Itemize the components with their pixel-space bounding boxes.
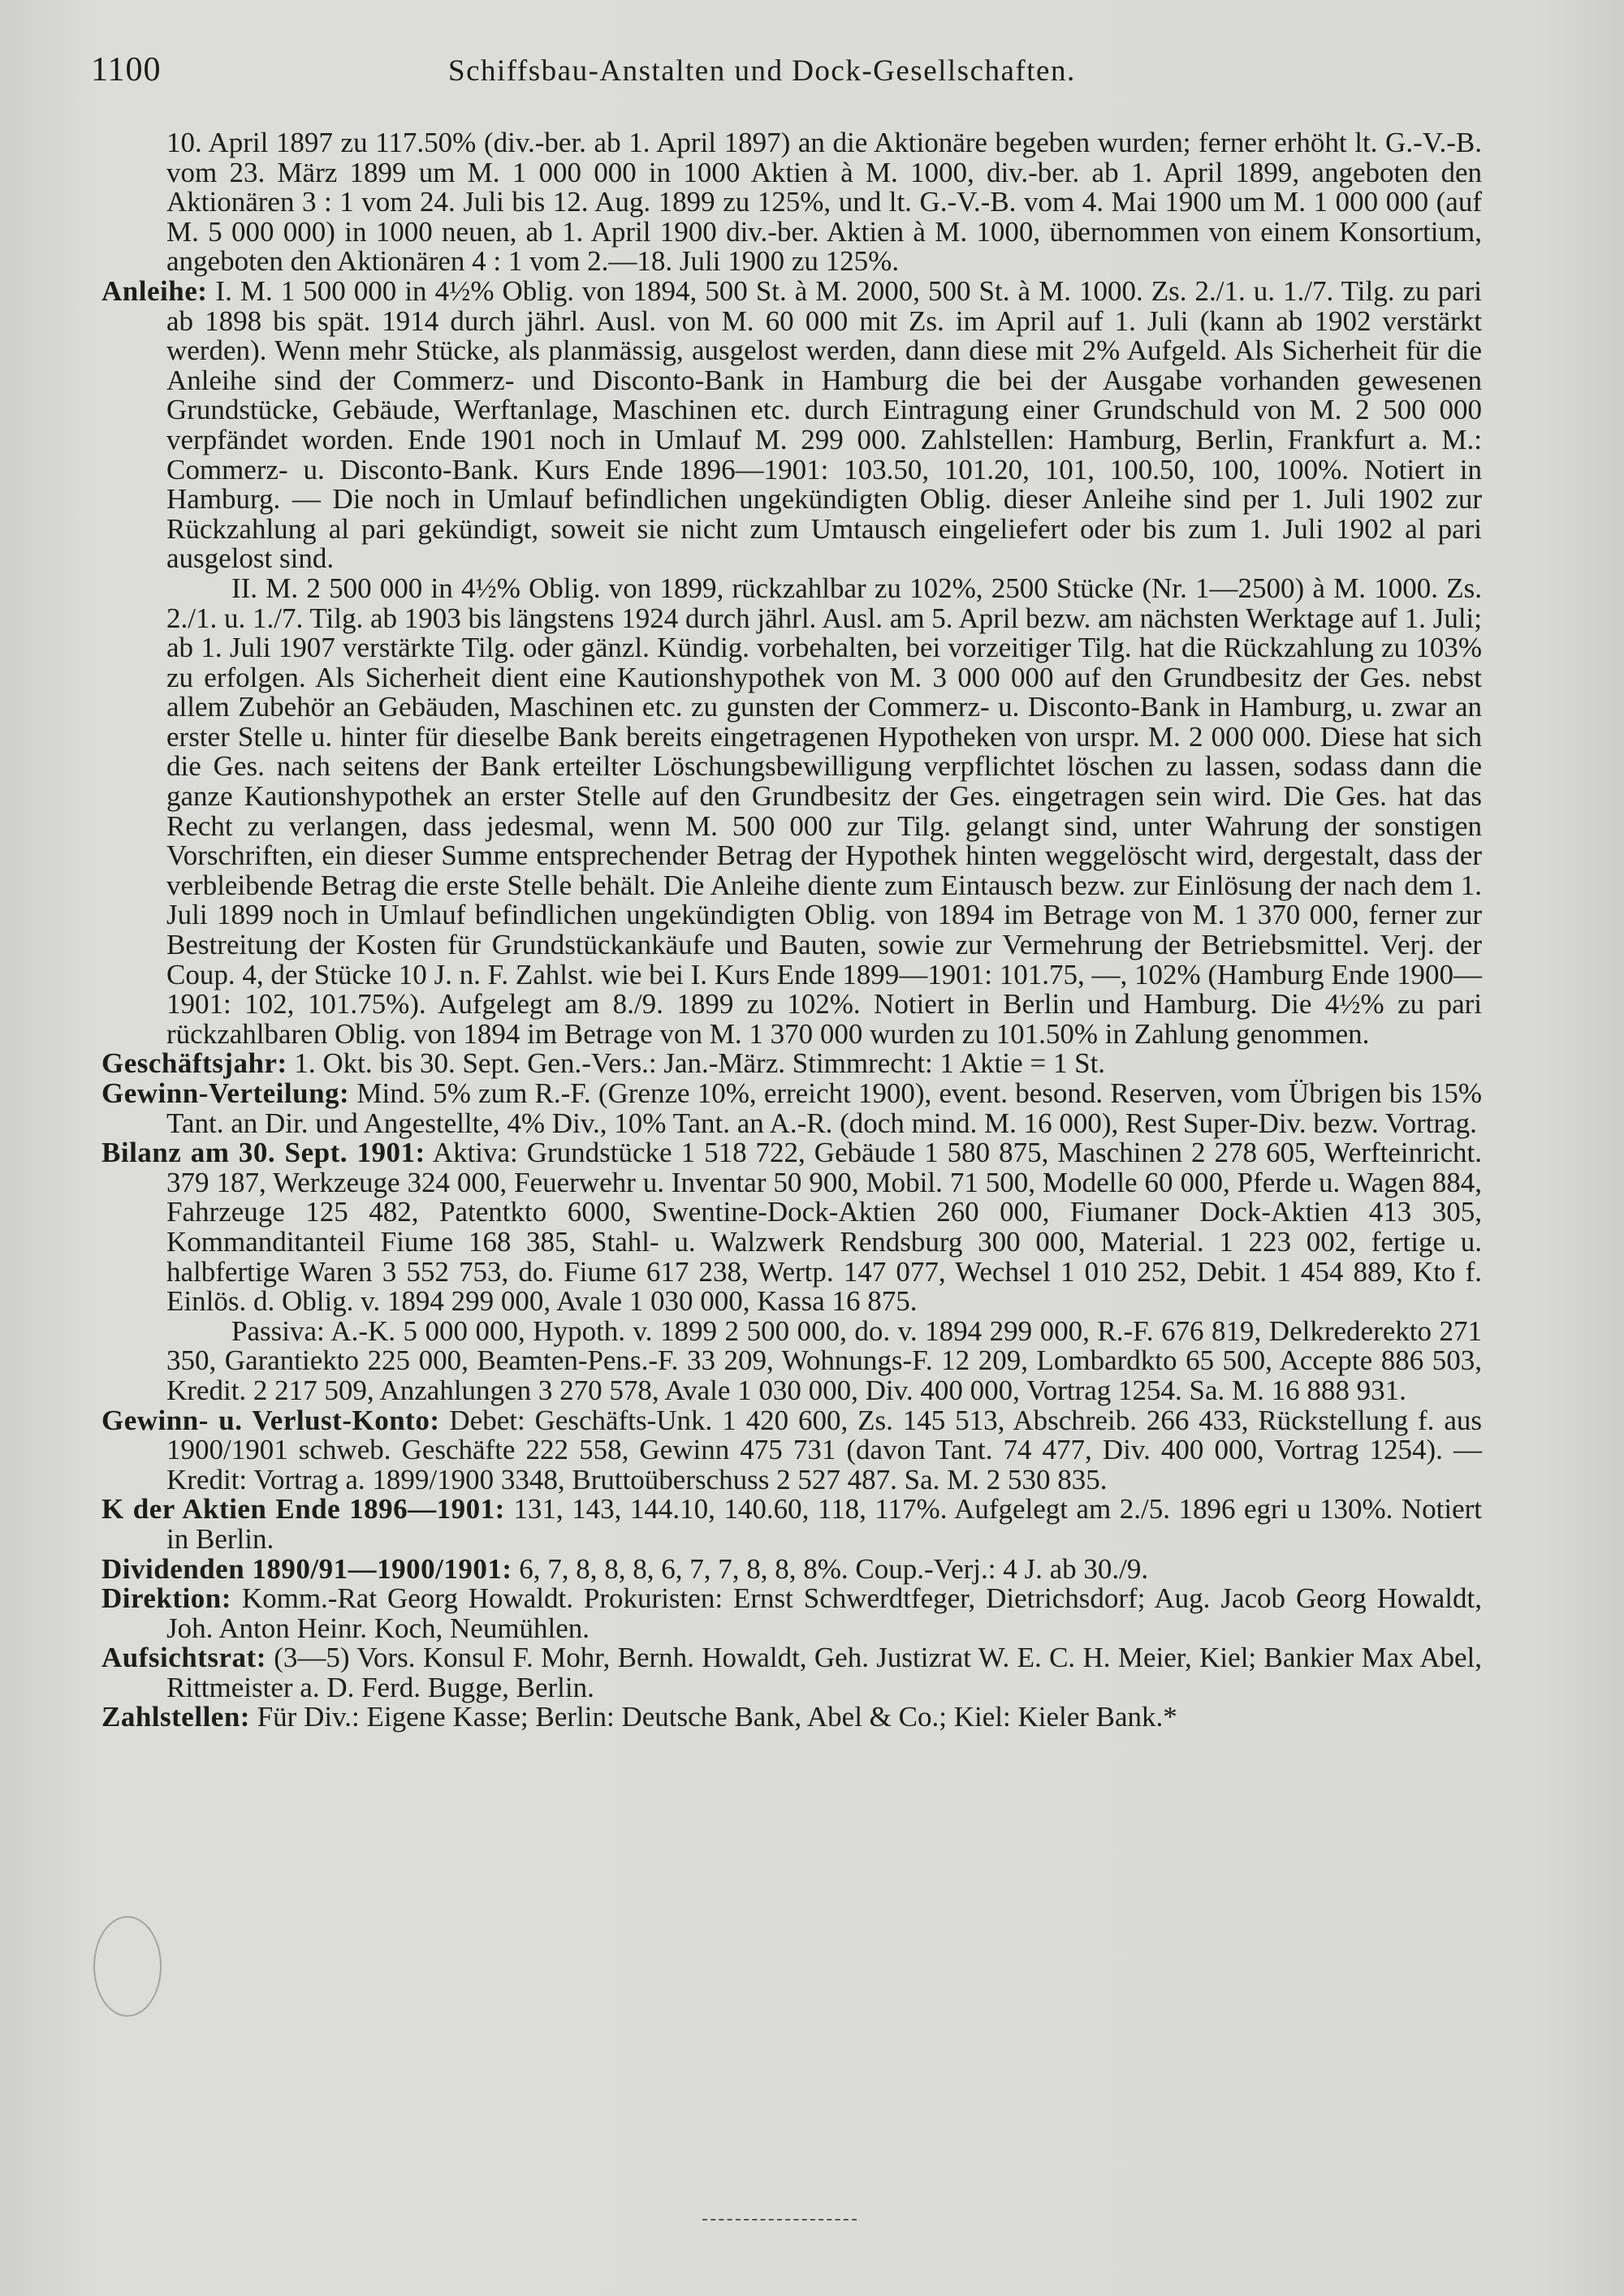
section-label: Aufsichtsrat: <box>102 1642 266 1674</box>
footer-rule <box>702 2219 857 2220</box>
section-label: Bilanz am 30. Sept. 1901: <box>102 1137 425 1169</box>
paragraph-direktion <box>102 1584 1482 1643</box>
paragraph-bilanz-aktiva <box>102 1138 1482 1317</box>
paragraph-zahlstellen <box>102 1703 1482 1733</box>
paragraph-text: Passiva: A.-K. 5 000 000, Hypoth. v. 1899 2 500 000, do. v. 1894 299 000, R.-F. 676 819, Delkrederekto 271 350, Garantiekto 225 000, Beamten-Pens.-F. 33 209, Wohnungs-F. 12 209, Lombardkto 65 500, Accepte 886 503, Kredit. 2 217 509, Anzahlungen 3 270 578, Avale 1 030 000, Div. 400 000, Vortrag 1254. Sa. M. 16 888 931. <box>166 1314 1482 1406</box>
page-header <box>91 50 1486 99</box>
paragraph-text: 10. April 1897 zu 117.50% (div.-ber. ab 1. April 1897) an die Aktionäre begeben wurden; ferner erhöht lt. G.-V.-B. vom 23. März 1899 um M. 1 000 000 in 1000 Aktien à M. 1000, div.-ber. ab 1. April 1899, angeboten den Aktionären 3 : 1 vom 24. Juli bis 12. Aug. 1899 zu 125%, und lt. G.-V.-B. vom 4. Mai 1900 um M. 1 000 000 (auf M. 5 000 000) in 1000 neuen, ab 1. April 1900 div.-ber. Aktien à M. 1000, übernommen von einem Konsortium, angeboten den Aktionären 4 : 1 vom 2.—18. Juli 1900 zu 125%. <box>166 127 1482 278</box>
section-label: Gewinn-Verteilung: <box>102 1077 350 1109</box>
paragraph-text: Mind. 5% zum R.-F. (Grenze 10%, erreicht 1900), event. besond. Reserven, vom Übrigen bis 15% Tant. an Dir. und Angestellte, 4% Div., 10% Tant. an A.-R. (doch mind. M. 16 000), Rest Super-Div. bezw. Vortrag. <box>166 1077 1483 1139</box>
paragraph-text: 131, 143, 144.10, 140.60, 118, 117%. Aufgelegt am 2./5. 1896 egri u 130%. Notiert in Berlin. <box>166 1493 1483 1555</box>
paragraph-dividenden <box>102 1552 1482 1585</box>
paragraph-text: I. M. 1 500 000 in 4½% Oblig. von 1894, 500 St. à M. 2000, 500 St. à M. 1000. Zs. 2./1. u. 1./7. Tilg. zu pari ab 1898 bis spät. 1914 durch jährl. Ausl. von M. 60 000 mit Zs. im April auf 1. Juli (kann ab 1902 verstärkt werden). Wenn mehr Stücke, als planmässig, ausgelost werden, dann diese mit 2% Aufgeld. Als Sicherheit für die Anleihe sind der Commerz- und Disconto-Bank in Hamburg die bei der Ausgabe vorhanden gewesenen Grundstücke, Gebäude, Werftanlage, Maschinen etc. durch Eintragung einer Grundschuld von M. 2 500 000 verpfändet worden. Ende 1901 noch in Umlauf M. 299 000. Zahlstellen: Hamburg, Berlin, Frankfurt a. M.: Commerz- u. Disconto-Bank. Kurs Ende 1896—1901: 103.50, 101.20, 101, 100.50, 100, 100%. Notiert in Hamburg. — Die noch in Umlauf befindlichen ungekündigten Oblig. dieser Anleihe sind per 1. Juli 1902 zur Rückzahlung al pari gekündigt, soweit sie nicht zum Umtausch eingeliefert oder bis zum 1. Juli 1902 al pari ausgelost sind. <box>166 274 1482 575</box>
paragraph-kurs <box>102 1495 1482 1554</box>
paragraph-text: Komm.-Rat Georg Howaldt. Prokuristen: Ernst Schwerdtfeger, Dietrichsdorf; Aug. Jacob Georg Howaldt, Joh. Anton Heinr. Koch, Neumühlen. <box>166 1582 1483 1644</box>
section-label: Gewinn- u. Verlust-Konto: <box>102 1404 440 1436</box>
page-number: 1100 <box>91 51 162 88</box>
paragraph-text: 6, 7, 8, 8, 8, 6, 7, 7, 8, 8, 8%. Coup.-Verj.: 4 J. ab 30./9. <box>519 1552 1149 1585</box>
library-stamp <box>93 1916 162 2017</box>
document-body <box>102 128 1482 1733</box>
section-label: Direktion: <box>102 1582 231 1615</box>
paragraph-text: II. M. 2 500 000 in 4½% Oblig. von 1899, rückzahlbar zu 102%, 2500 Stücke (Nr. 1—2500) à M. 1000. Zs. 2./1. u. 1./7. Tilg. ab 1903 bis längstens 1924 durch jährl. Ausl. am 5. April bezw. am nächsten Werktage auf 1. Juli; ab 1. Juli 1907 verstärkte Tilg. oder gänzl. Kündig. vorbehalten, bei vorzeitiger Tilg. hat die Rückzahlung zu 103% zu erfolgen. Als Sicherheit dient eine Kautionshypothek von M. 3 000 000 auf den Grundbesitz der Ges. nebst allem Zubehör an Gebäuden, Maschinen etc. zu gunsten der Commerz- u. Disconto-Bank in Hamburg, u. zwar an erster Stelle u. hinter für dieselbe Bank bereits eingetragenen Hypotheken von urspr. M. 2 000 000. Diese hat sich die Ges. nach seitens der Bank erteilter Löschungsbewilligung verpflichtet löschen zu lassen, sodass dann die ganze Kautionshypothek an erster Stelle auf den Grundbesitz der Ges. eingetragen sein wird. Die Ges. hat das Recht zu verlangen, dass jedesmal, wenn M. 500 000 zur Tilg. gelangt sind, unter Wahrung der sonstigen Vorschriften, ein dieser Summe entsprechender Betrag der Hypothek hinten weggelöscht wird, dergestalt, dass der verbleibende Betrag die erste Stelle behält. Die Anleihe diente zum Eintausch bezw. zur Einlösung der nach dem 1. Juli 1899 noch in Umlauf befindlichen ungekündigten Oblig. von 1894 im Betrage von M. 1 370 000, ferner zur Bestreitung der Kosten für Grundstückankäufe und Bauten, sowie zur Vermehrung der Betriebsmittel. Verj. der Coup. 4, der Stücke 10 J. n. F. Zahlst. wie bei I. Kurs Ende 1899—1901: 101.75, —, 102% (Hamburg Ende 1900—1901: 102, 101.75%). Aufgelegt am 8./9. 1899 zu 102%. Notiert in Berlin und Hamburg. Die 4½% zu pari rückzahlbaren Oblig. von 1894 im Betrage von M. 1 370 000 wurden zu 101.50% in Zahlung genommen. <box>166 572 1482 1050</box>
paragraph-gewinn-verteilung <box>102 1079 1482 1138</box>
paragraph-gewinn-verlust <box>102 1406 1482 1495</box>
paragraph-geschaeftsjahr <box>102 1049 1482 1079</box>
paragraph-aufsichtsrat <box>102 1643 1482 1703</box>
running-title: Schiffsbau-Anstalten und Dock-Gesellschaften. <box>448 54 1076 88</box>
section-label: Geschäftsjahr: <box>102 1047 287 1080</box>
paragraph-text: Für Div.: Eigene Kasse; Berlin: Deutsche Bank, Abel & Co.; Kiel: Kieler Bank.* <box>257 1701 1177 1733</box>
paragraph-text: Aktiva: Grundstücke 1 518 722, Gebäude 1 580 875, Maschinen 2 278 605, Werfteinricht. 379 187, Werkzeuge 324 000, Feuerwehr u. Inventar 50 900, Mobil. 71 500, Modelle 60 000, Pferde u. Wagen 884, Fahrzeuge 125 482, Patentkto 6000, Swentine-Dock-Aktien 260 000, Fiumaner Dock-Aktien 413 305, Kommanditanteil Fiume 168 385, Stahl- u. Walzwerk Rendsburg 300 000, Material. 1 223 002, fertige u. halbfertige Waren 3 552 753, do. Fiume 617 238, Wertp. 147 077, Wechsel 1 010 252, Debit. 1 454 889, Kto f. Einlös. d. Oblig. v. 1894 299 000, Avale 1 030 000, Kassa 16 875. <box>166 1137 1482 1318</box>
section-label: K der Aktien Ende 1896—1901: <box>102 1493 505 1526</box>
paragraph-text: (3—5) Vors. Konsul F. Mohr, Bernh. Howaldt, Geh. Justizrat W. E. C. H. Meier, Kiel; Bankier Max Abel, Rittmeister a. D. Ferd. Bugge, Berlin. <box>166 1642 1482 1703</box>
paragraph-capital-increase <box>102 128 1482 277</box>
paragraph-bilanz-passiva <box>102 1314 1482 1406</box>
section-label: Zahlstellen: <box>102 1701 250 1733</box>
section-label: Anleihe: <box>102 274 208 307</box>
paragraph-text: Debet: Geschäfts-Unk. 1 420 600, Zs. 145 513, Abschreib. 266 433, Rückstellung f. aus 1900/1901 schweb. Geschäfte 222 558, Gewinn 475 731 (davon Tant. 74 477, Div. 400 000, Vortrag 1254). — Kredit: Vortrag a. 1899/1900 3348, Bruttoüberschuss 2 527 487. Sa. M. 2 530 835. <box>166 1404 1482 1495</box>
section-label: Dividenden 1890/91—1900/1901: <box>102 1552 512 1585</box>
paragraph-anleihe-ii <box>102 574 1482 1050</box>
paragraph-anleihe <box>102 274 1482 575</box>
paragraph-text: 1. Okt. bis 30. Sept. Gen.-Vers.: Jan.-März. Stimmrecht: 1 Aktie = 1 St. <box>294 1047 1106 1080</box>
